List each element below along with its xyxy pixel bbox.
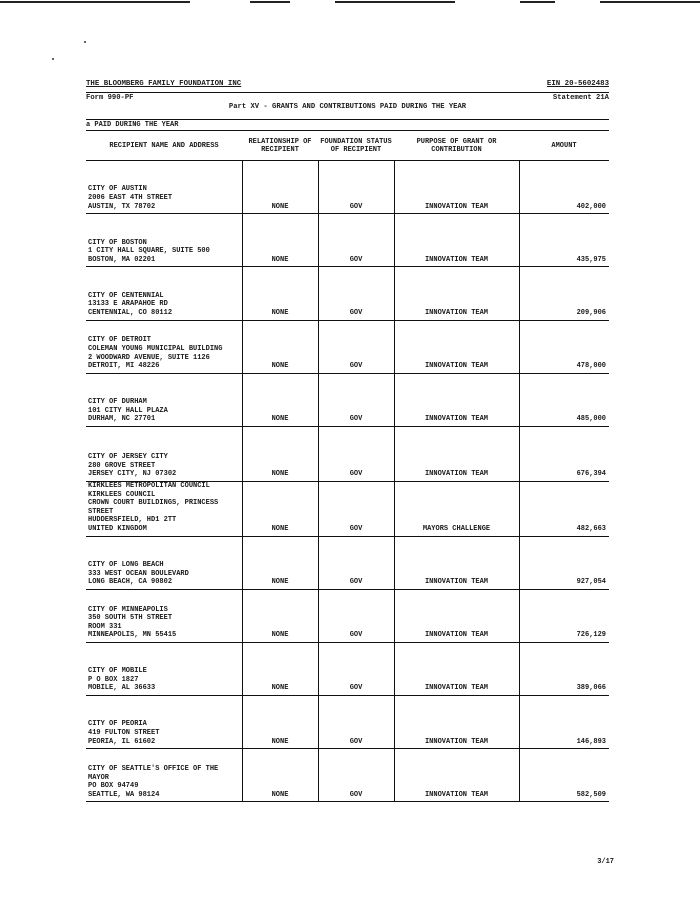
table-row [86,320,609,373]
amount-cell: 676,394 [519,426,609,481]
relationship-cell: NONE [242,161,318,214]
table-row [86,696,609,749]
amount-cell: 485,000 [519,373,609,426]
amount-cell: 146,893 [519,696,609,749]
table-row [86,373,609,426]
org-header [86,78,609,90]
purpose-cell: INNOVATION TEAM [394,696,519,749]
form-label: Form 990-PF [86,94,134,102]
purpose-cell: INNOVATION TEAM [394,320,519,373]
purpose-cell: INNOVATION TEAM [394,642,519,695]
amount-cell: 402,000 [519,161,609,214]
section-label: a PAID DURING THE YEAR [86,119,609,130]
recipient-cell: CITY OF DURHAM 101 CITY HALL PLAZA DURHAM, NC 27701 [86,373,242,426]
relationship-cell: NONE [242,642,318,695]
amount-cell: 927,054 [519,536,609,589]
relationship-cell: NONE [242,749,318,802]
col-amount: AMOUNT [519,131,609,161]
col-purpose: PURPOSE OF GRANT OR CONTRIBUTION [394,131,519,161]
col-relationship: RELATIONSHIP OF RECIPIENT [242,131,318,161]
document-page [86,78,609,802]
status-cell: GOV [318,536,394,589]
amount-cell: 478,000 [519,320,609,373]
status-cell: GOV [318,749,394,802]
status-cell: GOV [318,481,394,536]
purpose-cell: INNOVATION TEAM [394,267,519,320]
relationship-cell: NONE [242,373,318,426]
relationship-cell: NONE [242,536,318,589]
table-row [86,267,609,320]
purpose-cell: INNOVATION TEAM [394,214,519,267]
status-cell: GOV [318,373,394,426]
relationship-cell: NONE [242,320,318,373]
amount-cell: 209,906 [519,267,609,320]
statement-label: Statement 21A [552,94,609,102]
relationship-cell: NONE [242,481,318,536]
recipient-cell: KIRKLEES METROPOLITAN COUNCIL KIRKLEES COUNCIL CROWN COURT BUILDINGS, PRINCESS STREET HUDDERSFIELD, HD1 2TT UNITED KINGDOM [86,481,242,536]
amount-cell: 482,663 [519,481,609,536]
amount-cell: 726,129 [519,589,609,642]
status-cell: GOV [318,642,394,695]
relationship-cell: NONE [242,267,318,320]
col-status: FOUNDATION STATUS OF RECIPIENT [318,131,394,161]
col-recipient: RECIPIENT NAME AND ADDRESS [86,131,242,161]
recipient-cell: CITY OF SEATTLE'S OFFICE OF THE MAYOR PO BOX 94749 SEATTLE, WA 98124 [86,749,242,802]
relationship-cell: NONE [242,589,318,642]
relationship-cell: NONE [242,214,318,267]
amount-cell: 435,975 [519,214,609,267]
recipient-cell: CITY OF JERSEY CITY 280 GROVE STREET JERSEY CITY, NJ 07302 [86,426,242,481]
recipient-cell: CITY OF CENTENNIAL 13133 E ARAPAHOE RD CENTENNIAL, CO 80112 [86,267,242,320]
recipient-cell: CITY OF DETROIT COLEMAN YOUNG MUNICIPAL BUILDING 2 WOODWARD AVENUE, SUITE 1126 DETROIT, MI 48226 [86,320,242,373]
table-row [86,749,609,802]
page-number: 3/17 [597,858,614,866]
amount-cell: 582,509 [519,749,609,802]
purpose-cell: INNOVATION TEAM [394,161,519,214]
purpose-cell: INNOVATION TEAM [394,373,519,426]
recipient-cell: CITY OF BOSTON 1 CITY HALL SQUARE, SUITE 500 BOSTON, MA 02201 [86,214,242,267]
recipient-cell: CITY OF AUSTIN 2006 EAST 4TH STREET AUSTIN, TX 78702 [86,161,242,214]
table-row [86,589,609,642]
recipient-cell: CITY OF LONG BEACH 333 WEST OCEAN BOULEVARD LONG BEACH, CA 90802 [86,536,242,589]
table-row [86,481,609,536]
relationship-cell: NONE [242,696,318,749]
scan-edge-marks [0,0,700,4]
recipient-cell: CITY OF MOBILE P O BOX 1827 MOBILE, AL 36633 [86,642,242,695]
table-header-row [86,131,609,161]
status-cell: GOV [318,589,394,642]
recipient-cell: CITY OF PEORIA 419 FULTON STREET PEORIA, IL 61602 [86,696,242,749]
relationship-cell: NONE [242,426,318,481]
status-cell: GOV [318,214,394,267]
part-title: Part XV - GRANTS AND CONTRIBUTIONS PAID DURING THE YEAR [228,103,467,111]
status-cell: GOV [318,426,394,481]
status-cell: GOV [318,267,394,320]
amount-cell: 389,066 [519,642,609,695]
grants-table [86,130,609,802]
purpose-cell: INNOVATION TEAM [394,536,519,589]
scan-speck [52,58,54,60]
table-row [86,426,609,481]
form-header [86,93,609,115]
table-row [86,214,609,267]
recipient-cell: CITY OF MINNEAPOLIS 350 SOUTH 5TH STREET ROOM 331 MINNEAPOLIS, MN 55415 [86,589,242,642]
table-row [86,161,609,214]
status-cell: GOV [318,696,394,749]
purpose-cell: MAYORS CHALLENGE [394,481,519,536]
ein: EIN 20-5602483 [546,80,609,88]
purpose-cell: INNOVATION TEAM [394,749,519,802]
purpose-cell: INNOVATION TEAM [394,589,519,642]
purpose-cell: INNOVATION TEAM [394,426,519,481]
table-row [86,536,609,589]
scan-speck [84,41,86,43]
org-name: THE BLOOMBERG FAMILY FOUNDATION INC [86,80,242,88]
table-row [86,642,609,695]
status-cell: GOV [318,161,394,214]
status-cell: GOV [318,320,394,373]
